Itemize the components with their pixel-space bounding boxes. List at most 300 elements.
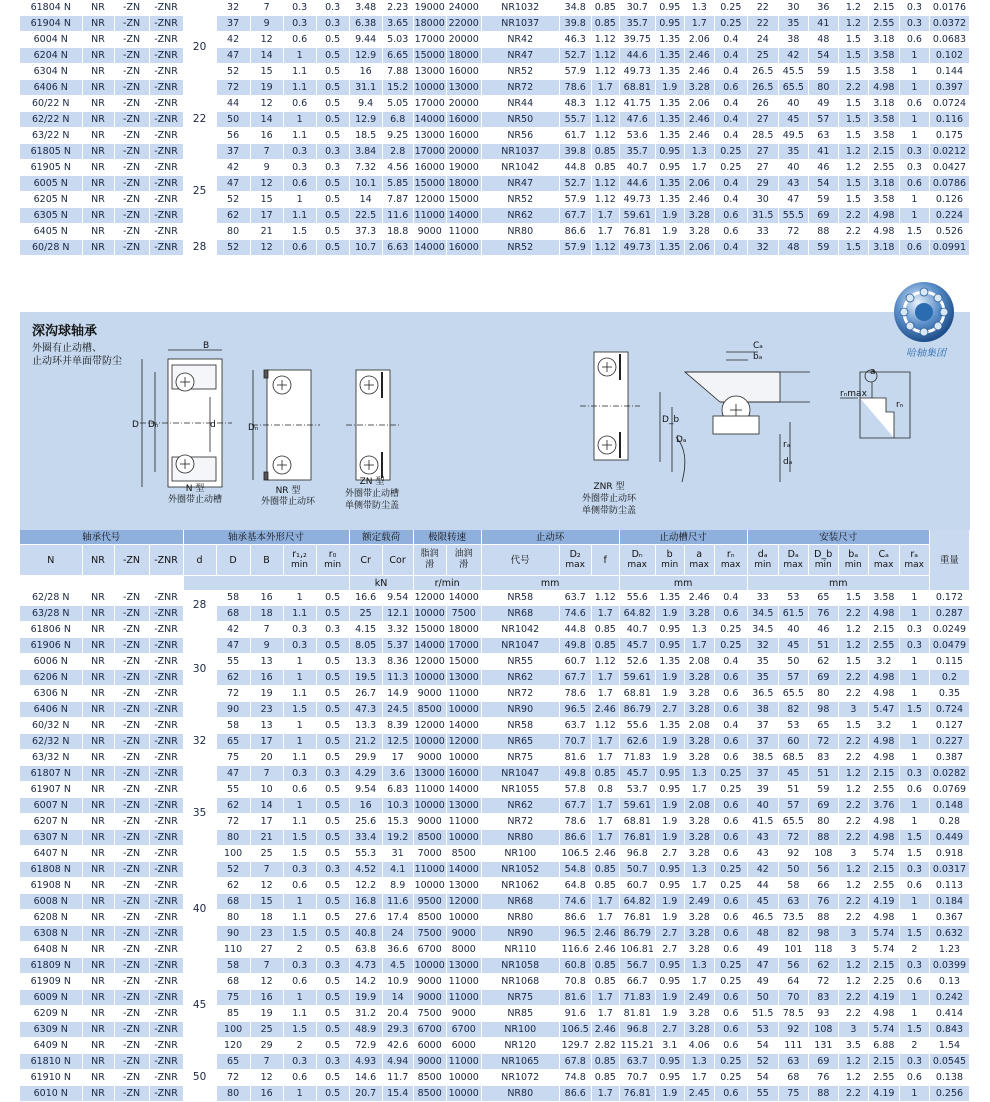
table-cell: 27 bbox=[250, 942, 283, 958]
table-cell: NR52 bbox=[481, 240, 559, 256]
table-cell: 96.8 bbox=[619, 846, 655, 862]
table-cell: 1.7 bbox=[591, 1006, 619, 1022]
table-cell: -ZN bbox=[114, 638, 149, 654]
table-cell: 42 bbox=[747, 862, 778, 878]
table-cell: 61909 N bbox=[20, 974, 82, 990]
table-cell: 1.9 bbox=[655, 734, 684, 750]
table-cell: 88 bbox=[808, 910, 838, 926]
table-cell: 55 bbox=[747, 1086, 778, 1102]
table-cell: 41 bbox=[808, 144, 838, 160]
table-cell: 110 bbox=[216, 942, 250, 958]
table-cell: 0.25 bbox=[714, 16, 747, 32]
table-cell: 83 bbox=[808, 750, 838, 766]
table-cell: 2.46 bbox=[684, 192, 714, 208]
table-cell: 0.6 bbox=[283, 96, 316, 112]
table-cell: 0.25 bbox=[714, 144, 747, 160]
table-cell: 0.5 bbox=[316, 990, 349, 1006]
table-cell: 14000 bbox=[446, 208, 481, 224]
table-cell: 1.23 bbox=[929, 942, 969, 958]
table-cell: 61906 N bbox=[20, 638, 82, 654]
table-cell: -ZN bbox=[114, 144, 149, 160]
table-cell: 20.7 bbox=[349, 1086, 382, 1102]
table-cell: 2.7 bbox=[655, 702, 684, 718]
table-cell: 72 bbox=[216, 686, 250, 702]
table-cell: 1.9 bbox=[655, 1006, 684, 1022]
table-cell: 0.4 bbox=[714, 32, 747, 48]
table-cell: 106.5 bbox=[559, 846, 591, 862]
table-cell: 61810 N bbox=[20, 1054, 82, 1070]
table-cell: 7500 bbox=[446, 606, 481, 622]
nr-type-desc: 外圈带止动环 bbox=[260, 497, 316, 507]
table-cell: 50 bbox=[747, 990, 778, 1006]
table-cell: -ZN bbox=[114, 734, 149, 750]
table-row bbox=[20, 32, 970, 48]
table-cell: 100 bbox=[216, 1022, 250, 1038]
table-cell: -ZN bbox=[114, 0, 149, 16]
table-cell: 0.6 bbox=[899, 782, 929, 798]
table-cell: -ZNR bbox=[149, 654, 183, 670]
table-cell: 59 bbox=[808, 64, 838, 80]
table-cell: 0.5 bbox=[316, 606, 349, 622]
table-cell: 71.83 bbox=[619, 750, 655, 766]
table-cell: 120 bbox=[216, 1038, 250, 1054]
table-cell: 81.81 bbox=[619, 1006, 655, 1022]
table-cell: 1 bbox=[899, 590, 929, 606]
table-cell: 0.3 bbox=[899, 958, 929, 974]
table-cell: 14000 bbox=[446, 782, 481, 798]
table-cell: NR62 bbox=[481, 208, 559, 224]
table-cell: 10.3 bbox=[382, 798, 413, 814]
table-cell: 45.5 bbox=[778, 64, 808, 80]
table-cell: 33 bbox=[747, 224, 778, 240]
table-cell: 57.9 bbox=[559, 64, 591, 80]
table-cell: 0.3 bbox=[283, 160, 316, 176]
table-cell: 1.35 bbox=[655, 128, 684, 144]
table-cell: 1.7 bbox=[591, 990, 619, 1006]
table-cell: 80 bbox=[216, 830, 250, 846]
table-cell: 0.85 bbox=[591, 16, 619, 32]
table-cell: 21.2 bbox=[349, 734, 382, 750]
table-cell: 1.5 bbox=[838, 590, 868, 606]
table-cell: 72 bbox=[778, 830, 808, 846]
table-cell: 24 bbox=[382, 926, 413, 942]
table-cell: 19.5 bbox=[349, 670, 382, 686]
table-cell: 26.5 bbox=[747, 64, 778, 80]
table-cell: 30 bbox=[778, 0, 808, 16]
table-cell: 9 bbox=[250, 160, 283, 176]
table-cell: 3 bbox=[838, 926, 868, 942]
table-cell: 0.95 bbox=[655, 878, 684, 894]
table-cell: 3.5 bbox=[838, 1038, 868, 1054]
table-cell: 61809 N bbox=[20, 958, 82, 974]
header-col-ring-code: 代号 bbox=[481, 545, 559, 576]
table-cell: 39.8 bbox=[559, 144, 591, 160]
nr-type-drawing bbox=[252, 370, 320, 480]
bore-diameter-cell: 35 bbox=[183, 766, 216, 862]
table-cell: -ZN bbox=[114, 208, 149, 224]
header-col-cr: Cr bbox=[349, 545, 382, 576]
table-cell: 0.6 bbox=[714, 702, 747, 718]
table-cell: 6204 N bbox=[20, 48, 82, 64]
table-cell: 0.4 bbox=[714, 240, 747, 256]
table-cell: 54.8 bbox=[559, 862, 591, 878]
table-row bbox=[20, 160, 970, 176]
table-cell: 0.5 bbox=[316, 638, 349, 654]
table-cell: 3.58 bbox=[868, 128, 899, 144]
table-cell: 0.0724 bbox=[929, 96, 969, 112]
table-cell: 1.2 bbox=[838, 16, 868, 32]
table-cell: 2.7 bbox=[655, 1022, 684, 1038]
table-cell: NR100 bbox=[481, 1022, 559, 1038]
table-cell: NR120 bbox=[481, 1038, 559, 1054]
table-cell: 1.12 bbox=[591, 718, 619, 734]
table-cell: 98 bbox=[808, 702, 838, 718]
table-cell: 55 bbox=[216, 654, 250, 670]
table-cell: 68.81 bbox=[619, 814, 655, 830]
table-cell: 7 bbox=[250, 862, 283, 878]
table-cell: NR110 bbox=[481, 942, 559, 958]
table-cell: 12000 bbox=[413, 718, 446, 734]
table-cell: 4.56 bbox=[382, 160, 413, 176]
table-cell: 68 bbox=[778, 1070, 808, 1086]
table-cell: 0.256 bbox=[929, 1086, 969, 1102]
table-cell: 116.6 bbox=[559, 942, 591, 958]
table-cell: 86.79 bbox=[619, 926, 655, 942]
table-cell: 24 bbox=[747, 32, 778, 48]
table-cell: 76.81 bbox=[619, 910, 655, 926]
table-cell: 2 bbox=[899, 942, 929, 958]
table-cell: 53 bbox=[747, 1022, 778, 1038]
table-cell: 6307 N bbox=[20, 830, 82, 846]
table-cell: 70.7 bbox=[619, 1070, 655, 1086]
table-cell: 0.3 bbox=[316, 862, 349, 878]
table-cell: 12.9 bbox=[349, 48, 382, 64]
table-cell: 36.6 bbox=[382, 942, 413, 958]
table-cell: 8500 bbox=[413, 1070, 446, 1086]
table-cell: 42.6 bbox=[382, 1038, 413, 1054]
header-group-bearing-code: 轴承代号 bbox=[20, 530, 183, 545]
table-cell: 8500 bbox=[413, 830, 446, 846]
header-col-outer-da: Dₐ max bbox=[778, 545, 808, 576]
table-cell: 0.85 bbox=[591, 622, 619, 638]
table-cell: 76.81 bbox=[619, 224, 655, 240]
table-cell: 17000 bbox=[413, 32, 446, 48]
table-cell: 1 bbox=[899, 734, 929, 750]
table-cell: 27 bbox=[747, 160, 778, 176]
table-cell: 0.126 bbox=[929, 192, 969, 208]
table-cell: 2.06 bbox=[684, 32, 714, 48]
table-cell: -ZNR bbox=[149, 590, 183, 606]
table-cell: 54 bbox=[747, 1038, 778, 1054]
table-cell: 71.83 bbox=[619, 990, 655, 1006]
table-cell: 6205 N bbox=[20, 192, 82, 208]
table-cell: 69 bbox=[808, 670, 838, 686]
table-cell: 0.95 bbox=[655, 974, 684, 990]
table-cell: 6406 N bbox=[20, 702, 82, 718]
table-cell: NR1032 bbox=[481, 0, 559, 16]
table-cell: 1.1 bbox=[283, 686, 316, 702]
table-cell: 49.73 bbox=[619, 64, 655, 80]
table-cell: 72 bbox=[808, 974, 838, 990]
table-cell: 62 bbox=[216, 208, 250, 224]
table-cell: 1.7 bbox=[591, 606, 619, 622]
table-cell: 27.6 bbox=[349, 910, 382, 926]
table-cell: 1 bbox=[899, 718, 929, 734]
table-row bbox=[20, 798, 970, 814]
table-cell: 1 bbox=[283, 734, 316, 750]
table-cell: 1.2 bbox=[838, 1070, 868, 1086]
table-cell: 42 bbox=[778, 48, 808, 64]
table-cell: NR bbox=[82, 878, 114, 894]
table-cell: 8.39 bbox=[382, 718, 413, 734]
table-cell: 1.9 bbox=[655, 686, 684, 702]
table-cell: 46.5 bbox=[747, 910, 778, 926]
table-cell: 7 bbox=[250, 1054, 283, 1070]
table-cell: 25 bbox=[349, 606, 382, 622]
table-cell: 26 bbox=[747, 96, 778, 112]
table-cell: 0.6 bbox=[714, 224, 747, 240]
table-cell: -ZNR bbox=[149, 798, 183, 814]
table-cell: 6700 bbox=[446, 1022, 481, 1038]
table-cell: 1.35 bbox=[655, 654, 684, 670]
table-cell: 56 bbox=[216, 128, 250, 144]
header-col-zn: -ZN bbox=[114, 545, 149, 576]
table-cell: -ZNR bbox=[149, 606, 183, 622]
table-cell: 1.12 bbox=[591, 590, 619, 606]
table-cell: 0.116 bbox=[929, 112, 969, 128]
table-cell: 0.25 bbox=[714, 862, 747, 878]
table-cell: 2.46 bbox=[591, 1022, 619, 1038]
bore-diameter-cell: 32 bbox=[183, 718, 216, 766]
table-cell: -ZN bbox=[114, 32, 149, 48]
table-cell: 6004 N bbox=[20, 32, 82, 48]
table-cell: 19.2 bbox=[382, 830, 413, 846]
table-cell: 115.21 bbox=[619, 1038, 655, 1054]
table-cell: 0.25 bbox=[714, 766, 747, 782]
table-row bbox=[20, 878, 970, 894]
table-cell: -ZN bbox=[114, 224, 149, 240]
table-cell: 2.2 bbox=[838, 830, 868, 846]
table-cell: 1.9 bbox=[655, 990, 684, 1006]
table-cell: 2.7 bbox=[655, 942, 684, 958]
table-cell: -ZNR bbox=[149, 926, 183, 942]
table-cell: 17000 bbox=[413, 96, 446, 112]
table-cell: 54 bbox=[808, 176, 838, 192]
table-cell: NR90 bbox=[481, 702, 559, 718]
table-cell: 0.242 bbox=[929, 990, 969, 1006]
table-cell: -ZN bbox=[114, 894, 149, 910]
table-cell: 0.25 bbox=[714, 974, 747, 990]
table-cell: 4.93 bbox=[349, 1054, 382, 1070]
table-cell: 3 bbox=[838, 846, 868, 862]
table-cell: 52 bbox=[216, 64, 250, 80]
table-cell: 1.9 bbox=[655, 208, 684, 224]
table-cell: 19.9 bbox=[349, 990, 382, 1006]
table-cell: 0.0176 bbox=[929, 0, 969, 16]
table-cell: 8500 bbox=[446, 846, 481, 862]
table-cell: 37.3 bbox=[349, 224, 382, 240]
table-cell: 0.6 bbox=[714, 814, 747, 830]
n-type-title: N 型 bbox=[185, 484, 205, 494]
table-cell: 58 bbox=[216, 958, 250, 974]
table-cell: -ZN bbox=[114, 1022, 149, 1038]
header-col-ra: rₐ max bbox=[899, 545, 929, 576]
table-cell: 51 bbox=[808, 638, 838, 654]
table-cell: 76 bbox=[808, 606, 838, 622]
table-cell: 6304 N bbox=[20, 64, 82, 80]
table-cell: 1.35 bbox=[655, 192, 684, 208]
table-row bbox=[20, 1022, 970, 1038]
table-cell: 60/22 N bbox=[20, 96, 82, 112]
table-cell: 1.2 bbox=[838, 766, 868, 782]
zn-type-drawing bbox=[346, 370, 400, 480]
table-cell: 3 bbox=[838, 942, 868, 958]
table-cell: 1.7 bbox=[591, 80, 619, 96]
table-cell: 16000 bbox=[446, 112, 481, 128]
table-cell: 61804 N bbox=[20, 0, 82, 16]
table-cell: 0.25 bbox=[714, 160, 747, 176]
table-cell: 1.35 bbox=[655, 718, 684, 734]
table-cell: 63.7 bbox=[619, 1054, 655, 1070]
table-cell: NR bbox=[82, 734, 114, 750]
table-cell: 72 bbox=[216, 80, 250, 96]
header-col-nr: NR bbox=[82, 545, 114, 576]
table-cell: 0.6 bbox=[714, 1006, 747, 1022]
table-cell: -ZN bbox=[114, 606, 149, 622]
table-cell: 64.8 bbox=[559, 878, 591, 894]
table-cell: 12 bbox=[250, 1070, 283, 1086]
table-cell: NR bbox=[82, 48, 114, 64]
table-cell: 2.82 bbox=[591, 1038, 619, 1054]
table-cell: 1.5 bbox=[283, 830, 316, 846]
table-cell: 0.5 bbox=[316, 240, 349, 256]
table-cell: 0.3 bbox=[283, 16, 316, 32]
table-cell: 1.12 bbox=[591, 96, 619, 112]
table-cell: NR bbox=[82, 974, 114, 990]
table-cell: 13000 bbox=[446, 80, 481, 96]
table-cell: 72 bbox=[216, 814, 250, 830]
table-cell: 0.6 bbox=[283, 782, 316, 798]
table-cell: 10000 bbox=[446, 830, 481, 846]
table-cell: 76.81 bbox=[619, 830, 655, 846]
table-cell: 1.3 bbox=[684, 766, 714, 782]
table-cell: 55.7 bbox=[559, 112, 591, 128]
table-cell: 1.5 bbox=[838, 240, 868, 256]
table-cell: 10000 bbox=[413, 798, 446, 814]
zn-type-desc: 外圈带止动槽 bbox=[344, 489, 400, 499]
table-cell: 1 bbox=[899, 48, 929, 64]
top-table-body bbox=[20, 0, 970, 256]
header-group-groove-dims: 止动槽尺寸 bbox=[619, 530, 747, 545]
table-cell: 12000 bbox=[446, 894, 481, 910]
table-cell: 131 bbox=[808, 1038, 838, 1054]
table-cell: 14.6 bbox=[349, 1070, 382, 1086]
table-cell: 86.79 bbox=[619, 702, 655, 718]
table-cell: 35 bbox=[778, 144, 808, 160]
table-cell: 42 bbox=[216, 160, 250, 176]
table-row bbox=[20, 670, 970, 686]
svg-text:Dₙ: Dₙ bbox=[148, 420, 159, 430]
table-cell: 1.2 bbox=[838, 0, 868, 16]
table-cell: 2.25 bbox=[868, 974, 899, 990]
table-cell: -ZNR bbox=[149, 176, 183, 192]
table-cell: 1.7 bbox=[591, 670, 619, 686]
table-cell: 4.19 bbox=[868, 894, 899, 910]
table-cell: NR bbox=[82, 958, 114, 974]
table-cell: 65.5 bbox=[778, 814, 808, 830]
table-cell: 0.6 bbox=[899, 32, 929, 48]
table-cell: 0.3 bbox=[283, 638, 316, 654]
table-cell: 2.2 bbox=[838, 208, 868, 224]
table-cell: 0.85 bbox=[591, 766, 619, 782]
table-cell: 12 bbox=[250, 176, 283, 192]
table-cell: 0.6 bbox=[714, 1038, 747, 1054]
table-cell: 3.58 bbox=[868, 192, 899, 208]
table-cell: -ZNR bbox=[149, 48, 183, 64]
table-cell: 0.3 bbox=[899, 160, 929, 176]
table-cell: NR44 bbox=[481, 96, 559, 112]
table-cell: 108 bbox=[808, 846, 838, 862]
table-cell: 53 bbox=[778, 718, 808, 734]
table-cell: 38 bbox=[778, 32, 808, 48]
table-cell: 17 bbox=[250, 734, 283, 750]
table-cell: 0.449 bbox=[929, 830, 969, 846]
table-cell: 0.6 bbox=[283, 1070, 316, 1086]
table-row bbox=[20, 1086, 970, 1102]
table-cell: 36 bbox=[808, 0, 838, 16]
header-col-f: f bbox=[591, 545, 619, 576]
table-cell: 2.06 bbox=[684, 240, 714, 256]
table-cell: 16 bbox=[349, 64, 382, 80]
table-cell: 75 bbox=[216, 750, 250, 766]
table-cell: 3.2 bbox=[868, 718, 899, 734]
table-cell: 0.25 bbox=[714, 958, 747, 974]
table-cell: 0.4 bbox=[714, 112, 747, 128]
table-cell: 0.0249 bbox=[929, 622, 969, 638]
table-cell: 1 bbox=[899, 192, 929, 208]
header-col-outer-d: D bbox=[216, 545, 250, 576]
table-cell: NR1052 bbox=[481, 862, 559, 878]
bore-diameter-cell: 45 bbox=[183, 958, 216, 1054]
table-cell: 0.5 bbox=[316, 686, 349, 702]
table-cell: 0.184 bbox=[929, 894, 969, 910]
table-cell: 75 bbox=[778, 1086, 808, 1102]
table-cell: 3 bbox=[838, 702, 868, 718]
table-cell: 5.47 bbox=[868, 702, 899, 718]
table-cell: NR bbox=[82, 0, 114, 16]
table-cell: 4.5 bbox=[382, 958, 413, 974]
table-cell: 1.3 bbox=[684, 862, 714, 878]
table-cell: 92 bbox=[778, 846, 808, 862]
table-cell: 55.3 bbox=[349, 846, 382, 862]
table-cell: 20000 bbox=[446, 144, 481, 160]
table-cell: 1.5 bbox=[838, 96, 868, 112]
table-cell: 47 bbox=[216, 638, 250, 654]
table-cell: 1.35 bbox=[655, 240, 684, 256]
table-cell: 4.29 bbox=[349, 766, 382, 782]
table-cell: 1.2 bbox=[838, 144, 868, 160]
table-cell: 0.138 bbox=[929, 1070, 969, 1086]
table-cell: 82 bbox=[778, 702, 808, 718]
table-cell: 2.15 bbox=[868, 958, 899, 974]
table-cell: NR bbox=[82, 926, 114, 942]
table-cell: 6407 N bbox=[20, 846, 82, 862]
table-cell: NR1072 bbox=[481, 1070, 559, 1086]
table-cell: 0.5 bbox=[316, 48, 349, 64]
table-cell: 1.5 bbox=[838, 64, 868, 80]
table-cell: 72 bbox=[808, 734, 838, 750]
table-cell: -ZN bbox=[114, 654, 149, 670]
